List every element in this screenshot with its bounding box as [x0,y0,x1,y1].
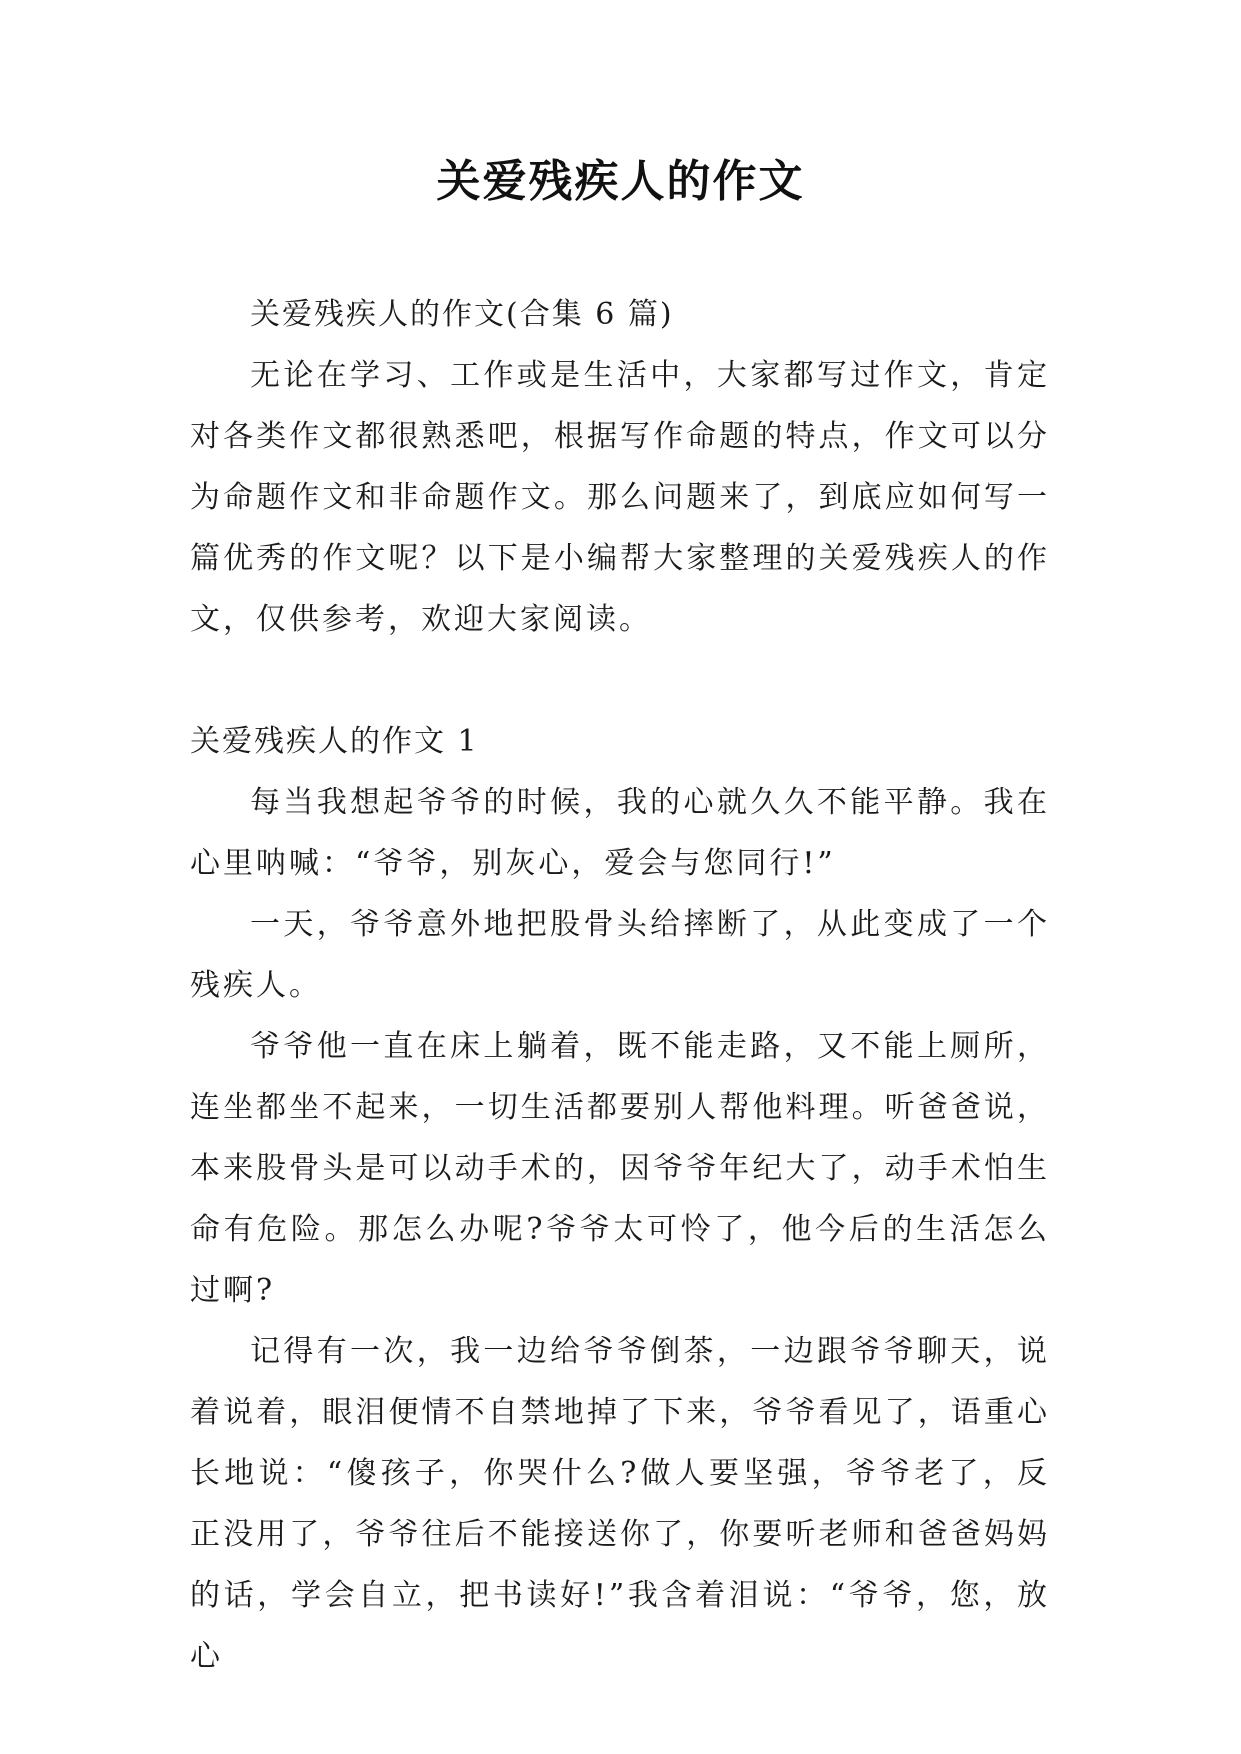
document-subtitle: 关爱残疾人的作文(合集 6 篇) [250,297,674,332]
document-body [190,284,1050,1687]
body-paragraph: 记得有一次，我一边给爷爷倒茶，一边跟爷爷聊天，说着说着，眼泪便情不自禁地掉了下来，爷爷看见了，语重心长地说：“傻孩子，你哭什么?做人要坚强，爷爷老了，反正没用了，爷爷往后不能接送你了，你要听老师和爸爸妈妈的话，学会自立，把书读好!”我含着泪说：“爷爷，您，放心 [190,1334,1050,1674]
section-heading: 关爱残疾人的作文 1 [190,724,479,759]
body-paragraph: 一天，爷爷意外地把股骨头给摔断了，从此变成了一个残疾人。 [190,907,1050,1003]
intro-paragraph: 无论在学习、工作或是生活中，大家都写过作文，肯定对各类作文都很熟悉吧，根据写作命题的特点，作文可以分为命题作文和非命题作文。那么问题来了，到底应如何写一篇优秀的作文呢？以下是小编帮大家整理的关爱残疾人的作文，仅供参考，欢迎大家阅读。 [190,358,1050,637]
body-paragraph: 爷爷他一直在床上躺着，既不能走路，又不能上厕所，连坐都坐不起来，一切生活都要别人帮他料理。听爸爸说，本来股骨头是可以动手术的，因爷爷年纪大了，动手术怕生命有危险。那怎么办呢?爷爷太可怜了，他今后的生活怎么过啊? [190,1029,1050,1308]
document-title: 关爱残疾人的作文 [436,156,805,207]
body-paragraph: 每当我想起爷爷的时候，我的心就久久不能平静。我在心里呐喊：“爷爷，别灰心，爱会与您同行!” [190,785,1050,881]
